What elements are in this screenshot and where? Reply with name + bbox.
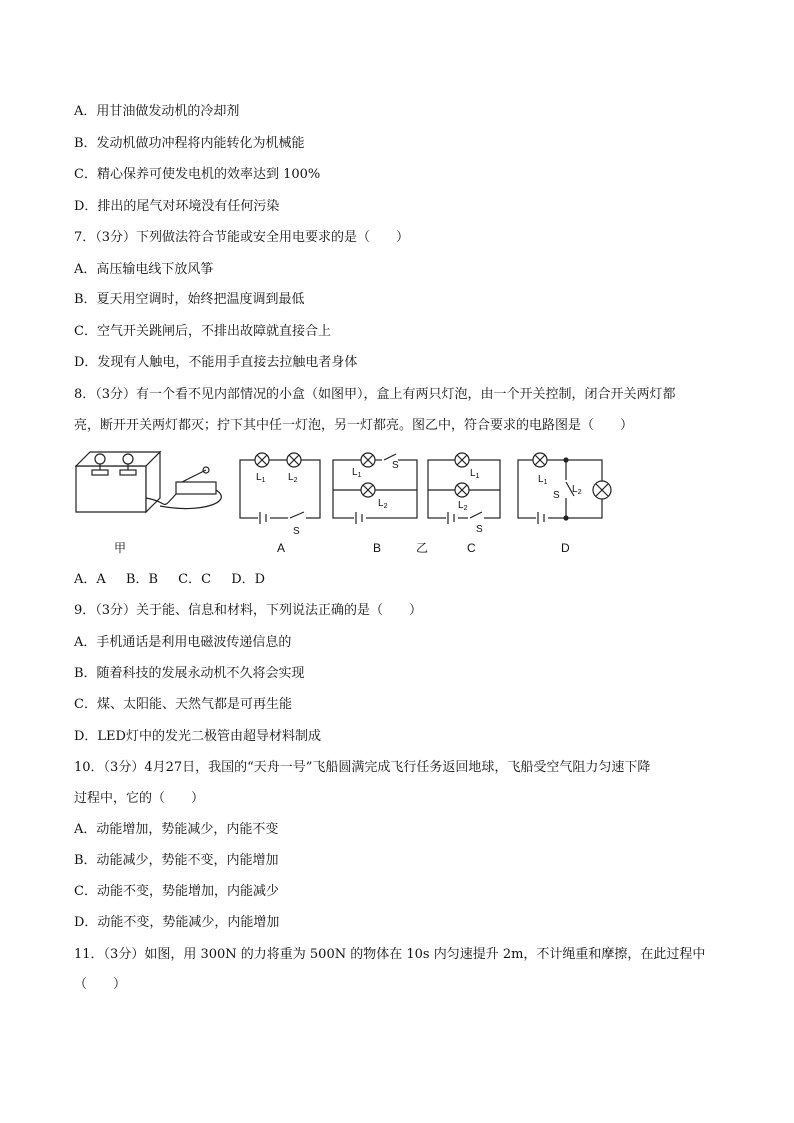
q7-option-b: B．夏天用空调时，始终把温度调到最低 [74,292,305,307]
q9-option-a: A．手机通话是利用电磁波传递信息的 [74,635,292,650]
figure-yi-label: 乙 [416,541,429,555]
q11-stem-line2: （ ） [74,977,127,992]
q8-option-d: D．D [231,572,266,587]
figure-c-label: C [467,541,476,555]
b-s-label: S [392,460,399,471]
q8-option-b: B．B [125,572,159,587]
d-l1-label: $L_1$ [538,474,548,486]
q10-option-b: B．动能减少，势能不变，内能增加 [74,853,279,868]
q6-option-d: D．排出的尾气对环境没有任何污染 [74,199,280,214]
figure-jia-label: 甲 [114,541,127,555]
figure-a-label: A [277,541,286,555]
q6-option-c: C．精心保养可使发电机的效率达到 100% [74,167,321,182]
c-l2-label: $L_2$ [458,500,468,512]
a-l2-label: $L_2$ [288,472,298,484]
q7-option-c: C．空气开关跳闸后，不排出故障就直接合上 [74,324,331,339]
q9-option-d: D．LED灯中的发光二极管由超导材料制成 [74,729,321,744]
q9-option-b: B．随着科技的发展永动机不久将会实现 [74,666,305,681]
q6-option-a: A．用甘油做发动机的冷却剂 [74,104,240,119]
q11-stem-line1: 11．（3分）如图，用 300N 的力将重为 500N 的物体在 10s 内匀速提升 2m，不计绳重和摩擦，在此过程中 [74,947,706,962]
c-l1-label: $L_1$ [470,468,480,480]
q6-option-b: B．发动机做功冲程将内能转化为机械能 [74,136,305,151]
q10-stem-line1: 10．（3分）4月27日，我国的“天舟一号”飞船圆满完成飞行任务返回地球，飞船受空气阻力匀速下降 [74,760,651,775]
d-l2-label: $L_2$ [572,484,582,496]
d-s-label: S [553,490,560,501]
figure-d-label: D [561,541,570,555]
box-with-lamps-figure [76,452,221,512]
b-l1-label: $L_1$ [352,467,362,479]
q8-options [74,572,281,588]
q8-circuit-figure [0,442,794,562]
q7-option-d: D．发现有人触电，不能用手直接去拉触电者身体 [74,355,358,370]
q8-option-c: C．C [178,572,212,587]
figure-b-label: B [373,541,382,555]
q10-stem-line2: 过程中，它的（ ） [74,791,205,806]
a-s-label: S [293,526,300,537]
circuit-d [518,453,611,524]
q7-stem: 7．（3分）下列做法符合节能或安全用电要求的是（ ） [74,230,410,245]
circuit-c [428,453,500,524]
circuit-b [333,453,417,524]
b-l2-label: $L_2$ [378,498,388,510]
q9-option-c: C．煤、太阳能、天然气都是可再生能 [74,697,292,712]
q8-option-a: A．A [74,572,106,587]
q9-stem: 9．（3分）关于能、信息和材料，下列说法正确的是（ ） [74,603,423,618]
q10-option-c: C．动能不变，势能增加，内能减少 [74,884,279,899]
q8-stem-line2: 亮，断开开关两灯都灭；拧下其中任一灯泡，另一灯都亮。图乙中，符合要求的电路图是（ ） [74,418,634,433]
q10-option-d: D．动能不变，势能减少，内能增加 [74,915,280,930]
circuit-a [240,453,320,524]
a-l1-label: $L_1$ [256,472,266,484]
c-s-label: S [476,524,483,535]
q8-stem-line1: 8．（3分）有一个看不见内部情况的小盒（如图甲），盒上有两只灯泡，由一个开关控制，闭合开关两灯都 [74,387,676,402]
q10-option-a: A．动能增加，势能减少，内能不变 [74,822,279,837]
q7-option-a: A．高压输电线下放风筝 [74,262,214,277]
